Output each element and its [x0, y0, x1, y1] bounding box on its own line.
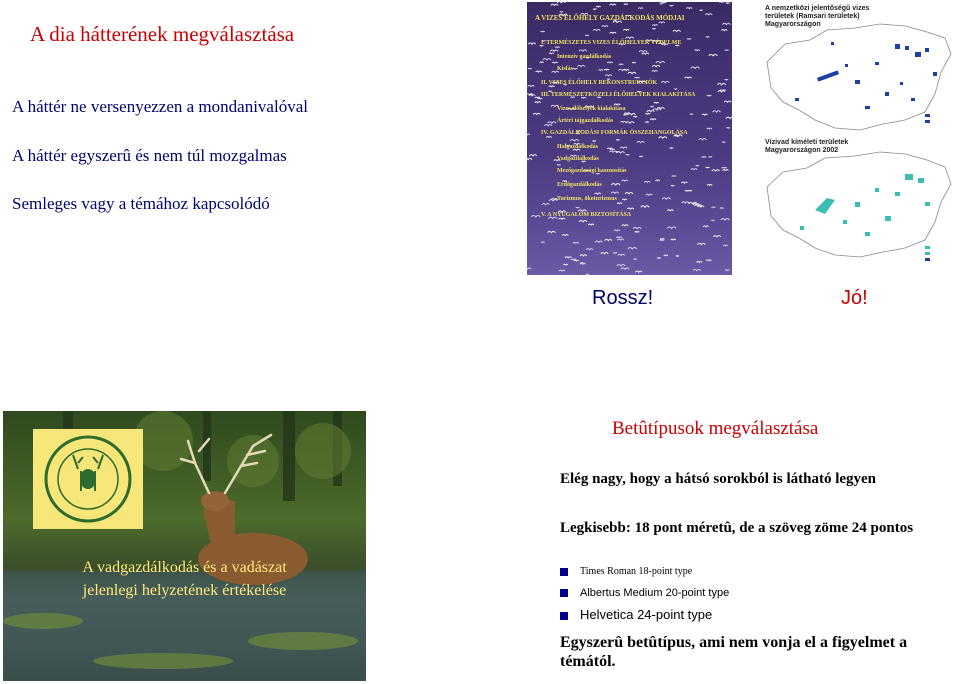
bird-line: V. A NYUGALOM BIZTOSÍTÁSA: [541, 212, 632, 218]
map2-title-line: Vízivad kíméleti területek: [765, 139, 849, 146]
bird-line: Turizmus, ökoturizmus: [557, 196, 617, 202]
bird-line: Intenzív gazdálkodás: [557, 54, 612, 60]
maps-panel: [755, 2, 960, 274]
map1-title-line: Magyarországon: [765, 21, 821, 28]
slide4-paragraph-2: Legkisebb: 18 pont méretû, de a szöveg zöme 24 pontos: [560, 520, 914, 536]
deer-caption-line-2: jelenlegi helyzetének értékelése: [82, 582, 287, 599]
bird-line: II. VIZES ÉLŐHELY REKONSTRUKCIÓK: [541, 80, 658, 86]
slide1-title: A dia hátterének megválasztása: [30, 22, 295, 46]
bird-line: Ártéri tájgazdálkodás: [557, 118, 614, 124]
bird-line: Vizes élőhelyek kialakítása: [557, 106, 626, 112]
hungary-map-1-outline: [767, 24, 951, 130]
map1-title-line: A nemzetközi jelentőségű vizes: [765, 5, 870, 12]
bullet-text: Albertus Medium 20-point type: [580, 587, 730, 599]
bullet-text: Helvetica 24-point type: [580, 607, 713, 622]
bird-line: III. TERMÉSZETKÖZELI ÉLŐHELYEK KIALAKÍTÁSA: [541, 92, 696, 98]
hungary-maps-graphic: [755, 2, 960, 274]
bullet-square-icon: [560, 568, 568, 576]
bird-line: A VIZES ÉLŐHELY GAZDÁLKODÁS MÓDJAI: [535, 14, 685, 22]
bird-line: Erdőgazdálkodás: [557, 182, 602, 188]
bird-line: I. TERMÉSZETES VIZES ÉLŐHELYEK VÉDELME: [541, 40, 682, 46]
bird-line: Kisfás: [557, 66, 574, 72]
bird-line: Halgazdálkodás: [557, 144, 599, 150]
bullet-square-icon: [560, 612, 568, 620]
deer-slide: [3, 411, 366, 681]
font-bullet-albertus: [560, 587, 729, 599]
bird-line: Vadgazdálkodás: [557, 156, 599, 162]
slide1-line-3: Semleges vagy a témához kapcsolódó: [12, 194, 270, 213]
slide4-title: Betûtípusok megválasztása: [612, 418, 819, 439]
map1-title-line: területek (Ramsari területek): [765, 13, 860, 20]
bad-example-label: Rossz!: [592, 287, 654, 309]
bird-line: Mezőgazdasági hasznosítás: [557, 168, 627, 174]
slide1-line-1: A háttér ne versenyezzen a mondanivalóval: [12, 97, 308, 116]
bird-background-image: [527, 2, 732, 275]
bullet-square-icon: [560, 589, 568, 597]
font-bullet-times: [560, 566, 692, 577]
association-seal-icon: [33, 429, 143, 529]
font-bullet-helvetica: [560, 607, 712, 622]
bullet-text: Times Roman 18-point type: [580, 566, 693, 577]
slide1-line-2: A háttér egyszerû és nem túl mozgalmas: [12, 146, 287, 165]
slide4-paragraph-3: Egyszerû betûtípus, ami nem vonja el a figyelmet a témától.: [560, 634, 908, 670]
good-example-label: Jó!: [841, 287, 868, 309]
slide4-paragraph-1: Elég nagy, hogy a hátsó sorokból is látható legyen: [560, 471, 877, 487]
bird-slide-text: [527, 2, 732, 275]
deer-caption-line-1: A vadgazdálkodás és a vadászat: [82, 559, 287, 576]
map2-title-line: Magyarországon 2002: [765, 147, 839, 154]
bird-line: IV. GAZDÁLKODÁSI FORMÁK ÖSSZEHANGOLÁSA: [541, 130, 688, 136]
map2-title: [765, 139, 848, 155]
